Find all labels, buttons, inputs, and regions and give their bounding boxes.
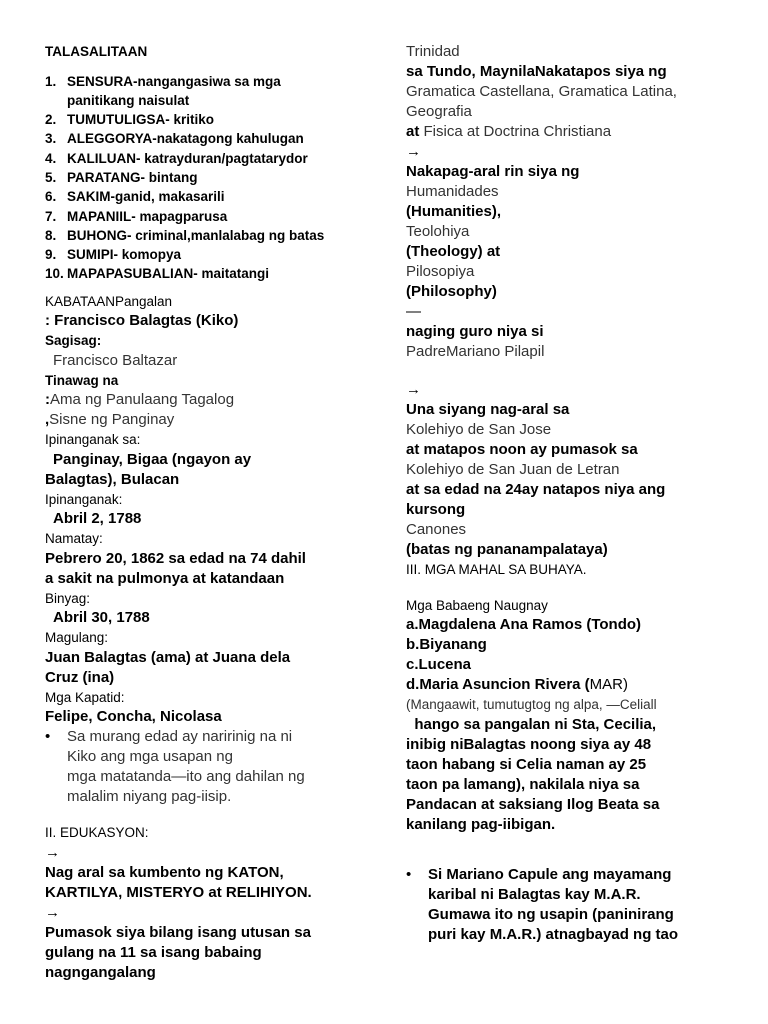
ipinanganak-value: Abril 2, 1788 <box>53 510 142 528</box>
arrow-icon: → <box>45 903 60 921</box>
vocab-item: 4. KALILUAN- katrayduran/pagtatarydor <box>45 150 308 166</box>
matapos-line: at matapos noon ay pumasok sa <box>406 441 638 458</box>
namatay-label: Namatay: <box>45 531 103 547</box>
capule-line: karibal ni Balagtas kay M.A.R. <box>428 885 641 903</box>
pilosopiya-line: Pilosopiya <box>406 263 475 280</box>
tinawag-label: Tinawag na <box>45 372 119 388</box>
babae-item: b.Biyanang <box>406 636 487 653</box>
capule-line: Si Mariano Capule ang mayamang <box>428 865 672 883</box>
sagisag-value: Francisco Baltazar <box>53 351 178 369</box>
arrow-icon: → <box>406 381 421 398</box>
binyag-label: Binyag: <box>45 590 91 606</box>
edu-line: gulang na 11 sa isang babaing <box>45 943 262 961</box>
babae-item: d.Maria Asuncion Rivera (MAR) <box>406 676 628 693</box>
edad-line: at sa edad na 24ay natapos niya ang <box>406 481 666 498</box>
una-line: Una siyang nag-aral sa <box>406 401 570 418</box>
ipinanganak-sa-value-1: Panginay, Bigaa (ngayon ay <box>53 450 252 468</box>
bullet-line: Kiko ang mga usapan ng <box>67 748 233 766</box>
gramatica-line: Gramatica Castellana, Gramatica Latina, <box>406 83 677 100</box>
batas-line: (batas ng pananampalataya) <box>406 541 608 558</box>
mahal-heading: III. MGA MAHAL SA BUHAYA. <box>406 562 587 577</box>
name-line: : Francisco Balagtas (Kiko) <box>45 312 239 330</box>
capule-bullet <box>406 865 736 945</box>
vocab-item: 6. SAKIM-ganid, makasarili <box>45 189 225 205</box>
hango-line: taon habang si Celia naman ay 25 <box>406 755 647 773</box>
babae-item: c.Lucena <box>406 656 472 673</box>
bullet-line: malalim niyang pag-iisip. <box>67 788 232 806</box>
kapatid-label: Mga Kapatid: <box>45 689 125 705</box>
bullet-line: Sa murang edad ay naririnig na ni <box>67 728 293 746</box>
kabataan-heading: KABATAANPangalan <box>45 293 173 309</box>
vocab-item: panitikang naisulat <box>67 92 190 108</box>
magulang-label: Magulang: <box>45 630 109 646</box>
kapatid-value: Felipe, Concha, Nicolasa <box>45 708 222 726</box>
edu-line: Nag aral sa kumbento ng KATON, <box>45 863 284 881</box>
theology-line: (Theology) at <box>406 243 501 260</box>
ipinanganak-label: Ipinanganak: <box>45 491 123 507</box>
capule-line: Gumawa ito ng usapin (paninirang <box>428 905 674 923</box>
hango-line: inibig niBalagtas noong siya ay 48 <box>406 735 652 753</box>
dash-line: — <box>406 303 421 320</box>
hango-line: Pandacan at saksiang Ilog Beata sa <box>406 795 660 813</box>
vocab-title: TALASALITAAN <box>45 44 148 59</box>
namatay-value-1: Pebrero 20, 1862 sa edad na 74 dahil <box>45 549 306 567</box>
kursong-line: kursong <box>406 501 466 518</box>
vocab-item: 10. MAPAPASUBALIAN- maitatangi <box>45 266 270 282</box>
magulang-value-1: Juan Balagtas (ama) at Juana dela <box>45 648 291 666</box>
tinawag-value-1: :Ama ng Panulaang Tagalog <box>45 391 235 409</box>
binyag-value: Abril 30, 1788 <box>53 609 150 627</box>
teolohiya-line: Teolohiya <box>406 223 470 240</box>
vocab-item: 7. MAPANIIL- mapagparusa <box>45 208 228 224</box>
babae-item: a.Magdalena Ana Ramos (Tondo) <box>406 616 642 633</box>
vocab-item: 2. TUMUTULIGSA- kritiko <box>45 112 214 128</box>
vocab-item: 5. PARATANG- bintang <box>45 169 198 185</box>
edu-line: Pumasok siya bilang isang utusan sa <box>45 923 311 941</box>
bullet-line: mga matatanda—ito ang dahilan ng <box>67 768 305 786</box>
edu-line: KARTILYA, MISTERYO at RELIHIYON. <box>45 883 312 901</box>
trinidad-line: Trinidad <box>406 43 460 60</box>
humanities-line: (Humanities), <box>406 203 502 220</box>
vocab-item: 8. BUHONG- criminal,manlalabag ng batas <box>45 227 325 243</box>
bullet-icon: • <box>45 728 51 746</box>
sagisag-label: Sagisag: <box>45 333 102 349</box>
hango-line: taon pa lamang), nakilala niya sa <box>406 775 640 793</box>
padre-line: PadreMariano Pilapil <box>406 343 545 360</box>
babae-heading: Mga Babaeng Naugnay <box>406 597 548 613</box>
left-column <box>45 42 375 983</box>
ipinanganak-sa-label: Ipinanganak sa: <box>45 432 141 448</box>
tinawag-value-2: ,Sisne ng Panginay <box>45 411 175 429</box>
edu-line: nagngangalang <box>45 963 156 981</box>
hango-line: kanilang pag-iibigan. <box>406 815 556 833</box>
edukasyon-heading: II. EDUKASYON: <box>45 825 149 841</box>
canones-line: Canones <box>406 521 467 538</box>
vocab-item: 3. ALEGGORYA-nakatagong kahulugan <box>45 131 304 147</box>
hango-line: hango sa pangalan ni Sta, Cecilia, <box>406 715 657 733</box>
vocab-item: 9. SUMIPI- komopya <box>45 247 182 263</box>
humanidades-line: Humanidades <box>406 183 499 200</box>
ipinanganak-sa-value-2: Balagtas), Bulacan <box>45 470 180 488</box>
capule-line: puri kay M.A.R.) atnagbayad ng tao <box>428 925 679 943</box>
guro-line: naging guro niya si <box>406 323 544 340</box>
arrow-icon: → <box>406 143 421 160</box>
magulang-value-2: Cruz (ina) <box>45 668 115 686</box>
philosophy-line: (Philosophy) <box>406 283 497 300</box>
right-column <box>406 42 736 945</box>
geografia-line: Geografia <box>406 103 472 120</box>
vocab-item: 1. SENSURA-nangangasiwa sa mga <box>45 73 281 89</box>
kolehiyo-line: Kolehiyo de San Jose <box>406 421 552 438</box>
bullet-icon: • <box>406 865 412 883</box>
namatay-value-2: a sakit na pulmonya at katandaan <box>45 569 285 587</box>
nakapag-line: Nakapag-aral rin siya ng <box>406 163 580 180</box>
mangaawit-line: (Mangaawit, tumutugtog ng alpa, —Celiall <box>406 697 657 712</box>
tundo-line: sa Tundo, MaynilaNakatapos siya ng <box>406 63 667 80</box>
vocab-list <box>45 72 375 284</box>
childhood-bullet <box>45 727 375 807</box>
arrow-icon: → <box>45 843 60 861</box>
fisica-line: at Fisica at Doctrina Christiana <box>406 123 612 140</box>
kolehiyo-line: Kolehiyo de San Juan de Letran <box>406 461 620 478</box>
